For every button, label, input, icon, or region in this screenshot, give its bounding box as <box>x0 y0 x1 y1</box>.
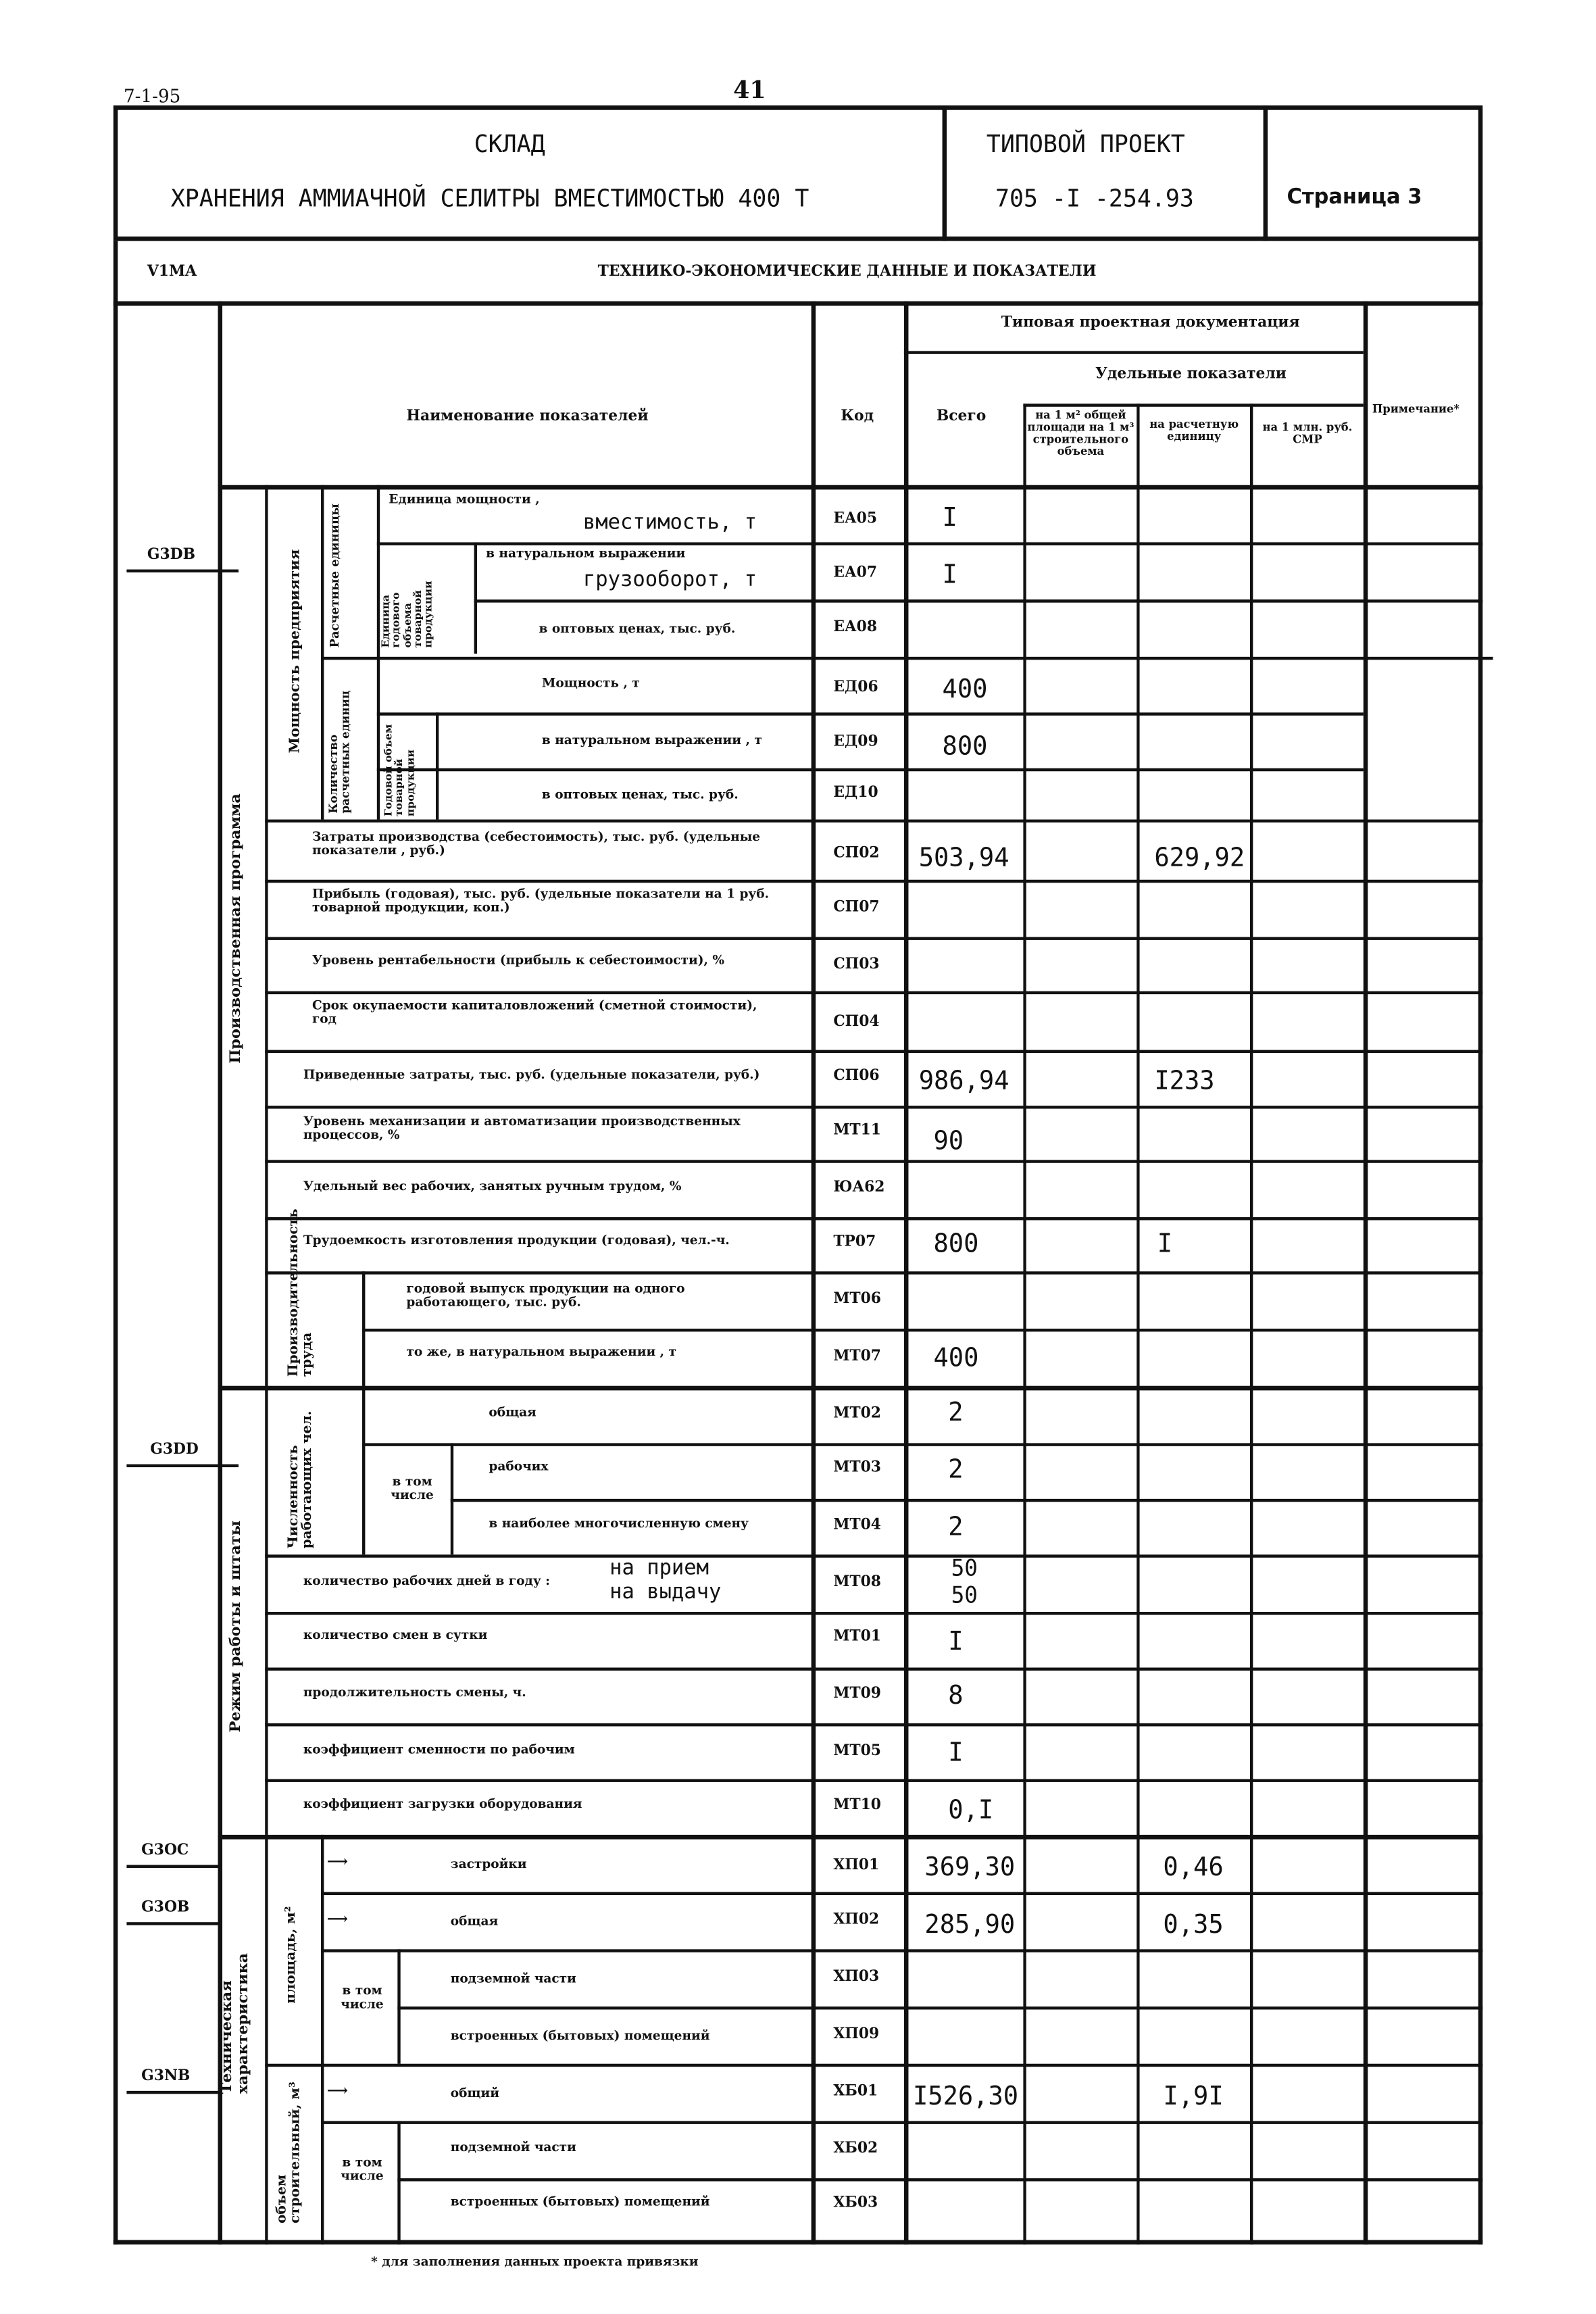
code-xp03: ХП03 <box>833 1969 880 1986</box>
label-ea05: Единица мощности , <box>389 492 540 508</box>
code-mt05: МТ05 <box>833 1742 881 1760</box>
unit-sp02: 629,92 <box>1154 843 1245 874</box>
code-mt11: МТ11 <box>833 1122 881 1139</box>
code-xp01: ХП01 <box>833 1857 880 1874</box>
total-ed09: 800 <box>942 732 988 762</box>
total-mt11: 90 <box>933 1127 964 1157</box>
code-mt02: МТ02 <box>833 1405 881 1423</box>
doc-ref: 7-1-95 <box>124 86 181 107</box>
label-ed09: в натуральном выражении , т <box>541 733 762 749</box>
arrow-xb01: ⟶ <box>326 2083 348 2100</box>
header-note: Примечание* <box>1372 402 1460 416</box>
header-specific: Удельные показатели <box>1095 366 1287 383</box>
total-xp01: 369,30 <box>924 1852 1016 1884</box>
group-capacity: Мощность предприятия <box>286 549 303 754</box>
label-ed10: в оптовых ценах, тыс. руб. <box>541 787 739 804</box>
group-tech: Техническая характеристика <box>219 1952 251 2094</box>
header-code: Код <box>841 408 874 425</box>
label-xp01: застройки <box>450 1857 527 1873</box>
code-xp09: ХП09 <box>833 2026 880 2043</box>
label-mt07: то же, в натуральном выражении , т <box>406 1345 677 1360</box>
arrow-xp01: ⟶ <box>326 1854 348 1871</box>
code-mt01: МТ01 <box>833 1628 881 1646</box>
label-ya62: Удельный вес рабочих, занятых ручным трудом, % <box>303 1179 682 1195</box>
form-title: ТЕХНИКО-ЭКОНОМИЧЕСКИЕ ДАННЫЕ И ПОКАЗАТЕЛИ <box>597 264 1097 280</box>
label-xp02: общая <box>450 1915 499 1930</box>
code-ed10: ЕД10 <box>833 785 878 802</box>
code-mt03: МТ03 <box>833 1459 881 1477</box>
total-ea05: I <box>942 503 957 534</box>
label-xp09: встроенных (бытовых) помещений <box>450 2029 710 2044</box>
label-mt09: продолжительность смены, ч. <box>303 1685 526 1701</box>
unit-xp02: 0,35 <box>1163 1910 1224 1940</box>
label-mt08: количество рабочих дней в году : <box>303 1574 550 1590</box>
group-headcount: Численность работающих чел. <box>286 1410 316 1549</box>
arrow-xp02: ⟶ <box>326 1911 348 1929</box>
margin-code-g3dd: G3DD <box>150 1442 199 1458</box>
label-mt03: рабочих <box>489 1459 549 1475</box>
label-sp07: Прибыль (годовая), тыс. руб. (удельные показатели на 1 руб. товарной продукции, коп.) <box>311 887 770 916</box>
title-block <box>114 105 1482 241</box>
title-line-2: ХРАНЕНИЯ АММИАЧНОЙ СЕЛИТРЫ ВМЕСТИМОСТЬЮ 400 Т <box>170 183 809 213</box>
total-mt10: 0,I <box>948 1795 994 1826</box>
unit-sp06: I233 <box>1154 1066 1215 1097</box>
label-sp03: Уровень рентабельности (прибыль к себестоимости), % <box>311 953 724 969</box>
header-total: Всего <box>936 408 987 425</box>
label-mt02: общая <box>489 1405 537 1421</box>
code-sp06: СП06 <box>833 1068 880 1085</box>
code-ya62: ЮА62 <box>833 1179 885 1196</box>
label-mt06: годовой выпуск продукции на одного работающего, тыс. руб. <box>406 1281 685 1310</box>
label-mt10: коэффициент загрузки оборудования <box>303 1797 582 1813</box>
code-sp02: СП02 <box>833 845 880 862</box>
total-mt02: 2 <box>948 1398 964 1429</box>
total-mt07: 400 <box>933 1344 979 1374</box>
code-xb01: ХБ01 <box>833 2083 878 2100</box>
total-ed06: 400 <box>942 674 988 706</box>
margin-code-g3ob: G3OB <box>141 1899 190 1917</box>
total-sp02: 503,94 <box>918 843 1009 874</box>
header-per-m2: на 1 м² общей площади на 1 м³ строительного объема <box>1027 408 1134 458</box>
code-mt09: МТ09 <box>833 1685 881 1702</box>
label-ed06: Мощность , т <box>541 676 640 692</box>
header-per-mln: на 1 млн. руб. СМР <box>1262 420 1353 446</box>
code-ea07: ЕА07 <box>833 564 878 582</box>
group-volume: объем строительный, м³ <box>275 2082 304 2224</box>
code-ea05: ЕА05 <box>833 510 878 528</box>
page-number: 41 <box>733 75 766 104</box>
group-qty-calc: Количество расчетных единиц <box>326 690 352 814</box>
total-mt09: 8 <box>948 1681 964 1712</box>
group-annual-vol: Годовой объем товарной продукции <box>381 724 416 817</box>
margin-code-g3db: G3DB <box>147 547 195 564</box>
code-tr07: ТР07 <box>833 1233 876 1251</box>
group-productivity: Производительность труда <box>286 1208 316 1377</box>
margin-code-g3oc: G3OC <box>141 1842 189 1859</box>
group-work-mode: Режим работы и штаты <box>228 1520 245 1733</box>
total-xb01: I526,30 <box>912 2082 1019 2113</box>
incl-headcount: в том числе <box>391 1475 434 1503</box>
label-sp06: Приведенные затраты, тыс. руб. (удельные показатели, руб.) <box>303 1068 760 1083</box>
unit-xp01: 0,46 <box>1163 1852 1224 1884</box>
total-mt03: 2 <box>948 1455 964 1485</box>
hand-ea07: грузооборот, т <box>582 568 757 592</box>
label-ea07: в натуральном выражении <box>486 547 686 562</box>
total-sp06: 986,94 <box>918 1066 1009 1097</box>
label-sp02: Затраты производства (себестоимость), тыс. руб. (удельные показатели , руб.) <box>311 830 761 858</box>
total-mt04: 2 <box>948 1512 964 1543</box>
code-mt06: МТ06 <box>833 1291 881 1308</box>
total-xp02: 285,90 <box>924 1910 1016 1940</box>
code-sp04: СП04 <box>833 1014 880 1031</box>
label-xp03: подземной части <box>450 1971 576 1988</box>
label-xb02: подземной части <box>450 2140 576 2156</box>
hand-ea05: вместимость, т <box>582 510 757 535</box>
total-mt01: I <box>948 1627 964 1657</box>
header-per-unit: на расчетную единицу <box>1149 417 1239 443</box>
code-ed09: ЕД09 <box>833 733 878 751</box>
label-mt01: количество смен в сутки <box>303 1628 488 1644</box>
sheet-number: Страница 3 <box>1287 185 1422 210</box>
form-code: V1MA <box>147 264 197 280</box>
label-sp04: Срок окупаемости капиталовложений (сметной стоимости), год <box>311 998 757 1027</box>
code-mt07: МТ07 <box>833 1348 881 1365</box>
hand-mt08-1: на прием <box>609 1556 709 1581</box>
label-ea08: в оптовых ценах, тыс. руб. <box>539 622 736 637</box>
total-mt05: I <box>948 1738 964 1769</box>
incl-area: в том числе <box>341 1984 384 2012</box>
code-mt08: МТ08 <box>833 1574 881 1591</box>
label-tr07: Трудоемкость изготовления продукции (годовая), чел.-ч. <box>303 1233 730 1249</box>
code-sp07: СП07 <box>833 899 880 916</box>
code-xp02: ХП02 <box>833 1911 880 1929</box>
code-sp03: СП03 <box>833 956 880 973</box>
label-mt05: коэффициент сменности по рабочим <box>303 1742 575 1758</box>
group-area: площадь, м² <box>284 1906 299 2004</box>
code-ed06: ЕД06 <box>833 679 878 696</box>
code-xb02: ХБ02 <box>833 2140 878 2157</box>
code-ea08: ЕА08 <box>833 619 878 636</box>
unit-xb01: I,9I <box>1163 2082 1224 2113</box>
header-name: Наименование показателей <box>406 408 649 425</box>
label-xb01: общий <box>450 2086 500 2102</box>
total-tr07: 800 <box>933 1229 979 1260</box>
hand-mt08-2: на выдачу <box>609 1580 722 1604</box>
label-mt11: Уровень механизации и автоматизации производственных процессов, % <box>303 1114 741 1143</box>
label-mt04: в наиболее многочисленную смену <box>489 1517 749 1532</box>
total-ea07: I <box>942 560 957 591</box>
group-prod-program: Производственная программа <box>228 793 245 1064</box>
code-mt04: МТ04 <box>833 1517 881 1534</box>
code-mt10: МТ10 <box>833 1797 881 1814</box>
unit-tr07: I <box>1157 1229 1173 1260</box>
project-label: ТИПОВОЙ ПРОЕКТ <box>986 129 1185 159</box>
group-calc-units: Расчетные единицы <box>326 503 342 648</box>
total-mt08-2: 50 <box>951 1581 978 1609</box>
footnote: * для заполнения данных проекта привязки <box>371 2255 699 2271</box>
project-code: 705 -I -254.93 <box>995 183 1194 213</box>
total-mt08-1: 50 <box>951 1554 978 1582</box>
incl-volume: в том числе <box>341 2155 384 2184</box>
label-xb03: встроенных (бытовых) помещений <box>450 2194 710 2210</box>
header-typical-docs: Типовая проектная документация <box>1001 314 1300 332</box>
code-xb03: ХБ03 <box>833 2194 878 2212</box>
margin-code-g3nb: G3NB <box>141 2068 191 2085</box>
group-annual-unit: Единица годового объема товарной продукции <box>378 581 435 648</box>
title-line-1: СКЛАД <box>474 129 545 159</box>
